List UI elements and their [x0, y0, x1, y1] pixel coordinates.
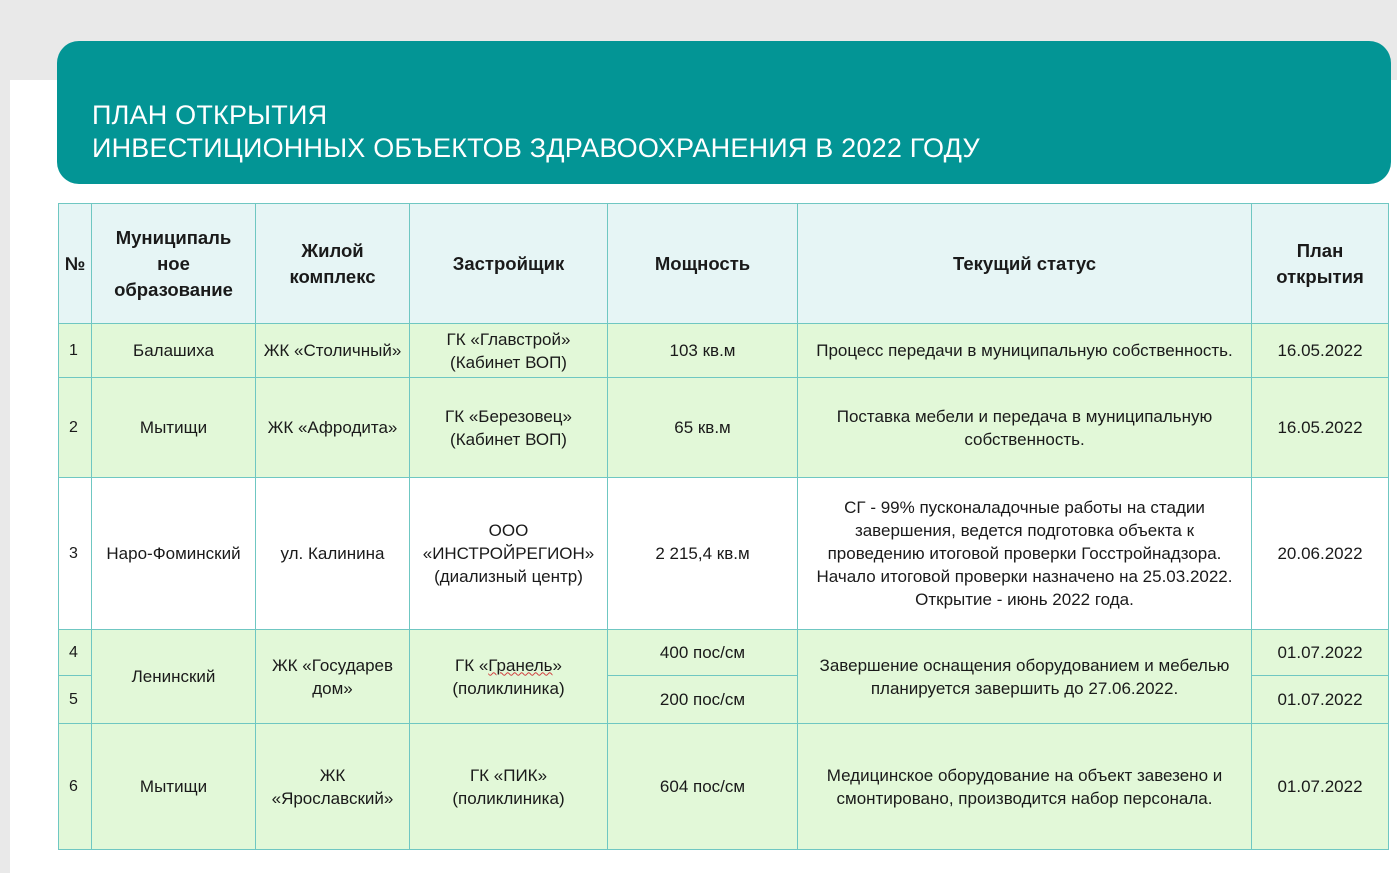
cell-status: СГ - 99% пусконаладочные работы на стадии завершения, ведется подготовка объекта к проведению итоговой проверки Госстройнадзора. Начало итоговой проверки назначено на 25.03.2022. Открытие - июнь 2022 года. [798, 478, 1252, 630]
cell-capacity: 604 пос/см [608, 724, 798, 850]
cell-municipality: Балашиха [92, 324, 256, 378]
table-header-row [59, 204, 1389, 324]
cell-num: 5 [59, 676, 92, 724]
col-header-capacity: Мощность [608, 204, 798, 324]
cell-status: Медицинское оборудование на объект завезено и смонтировано, производится набор персонала. [798, 724, 1252, 850]
cell-developer: ГК «ПИК» (поликлиника) [410, 724, 608, 850]
cell-developer: ГК «Березовец» (Кабинет ВОП) [410, 378, 608, 478]
cell-capacity: 2 215,4 кв.м [608, 478, 798, 630]
cell-num: 2 [59, 378, 92, 478]
table-row [59, 378, 1389, 478]
cell-status: Процесс передачи в муниципальную собственность. [798, 324, 1252, 378]
cell-capacity: 400 пос/см [608, 630, 798, 676]
cell-opening: 01.07.2022 [1252, 724, 1389, 850]
cell-opening: 16.05.2022 [1252, 324, 1389, 378]
cell-complex: ЖК «Государев дом» [256, 630, 410, 724]
title-line-1: ПЛАН ОТКРЫТИЯ [92, 100, 328, 130]
title-line-2: ИНВЕСТИЦИОННЫХ ОБЪЕКТОВ ЗДРАВООХРАНЕНИЯ В 2022 ГОДУ [92, 133, 980, 163]
cell-num: 6 [59, 724, 92, 850]
cell-municipality: Наро-Фоминский [92, 478, 256, 630]
cell-municipality: Ленинский [92, 630, 256, 724]
cell-municipality: Мытищи [92, 724, 256, 850]
col-header-opening: План открытия [1252, 204, 1389, 324]
col-header-complex: Жилой комплекс [256, 204, 410, 324]
table-row [59, 630, 1389, 676]
cell-status: Поставка мебели и передача в муниципальную собственность. [798, 378, 1252, 478]
col-header-num: № [59, 204, 92, 324]
cell-capacity: 103 кв.м [608, 324, 798, 378]
spellcheck-underlined-word: Гранель [488, 655, 553, 675]
cell-opening: 01.07.2022 [1252, 676, 1389, 724]
cell-num: 4 [59, 630, 92, 676]
table-row [59, 324, 1389, 378]
cell-opening: 01.07.2022 [1252, 630, 1389, 676]
cell-complex: ЖК «Столичный» [256, 324, 410, 378]
opening-plan-table [58, 203, 1389, 850]
title-banner [57, 41, 1391, 184]
cell-developer: ООО «ИНСТРОЙРЕГИОН» (диализный центр) [410, 478, 608, 630]
cell-developer: ГК «Главстрой» (Кабинет ВОП) [410, 324, 608, 378]
col-header-status: Текущий статус [798, 204, 1252, 324]
col-header-developer: Застройщик [410, 204, 608, 324]
cell-municipality: Мытищи [92, 378, 256, 478]
cell-capacity: 65 кв.м [608, 378, 798, 478]
cell-num: 3 [59, 478, 92, 630]
cell-capacity: 200 пос/см [608, 676, 798, 724]
cell-complex: ЖК «Афродита» [256, 378, 410, 478]
cell-opening: 16.05.2022 [1252, 378, 1389, 478]
cell-complex: ЖК «Ярославский» [256, 724, 410, 850]
col-header-municipality: Муниципаль ное образование [92, 204, 256, 324]
cell-complex: ул. Калинина [256, 478, 410, 630]
cell-developer: ГК «Гранель» (поликлиника) [410, 630, 608, 724]
table-row [59, 478, 1389, 630]
cell-opening: 20.06.2022 [1252, 478, 1389, 630]
table-row [59, 724, 1389, 850]
cell-num: 1 [59, 324, 92, 378]
cell-status: Завершение оснащения оборудованием и мебелью планируется завершить до 27.06.2022. [798, 630, 1252, 724]
